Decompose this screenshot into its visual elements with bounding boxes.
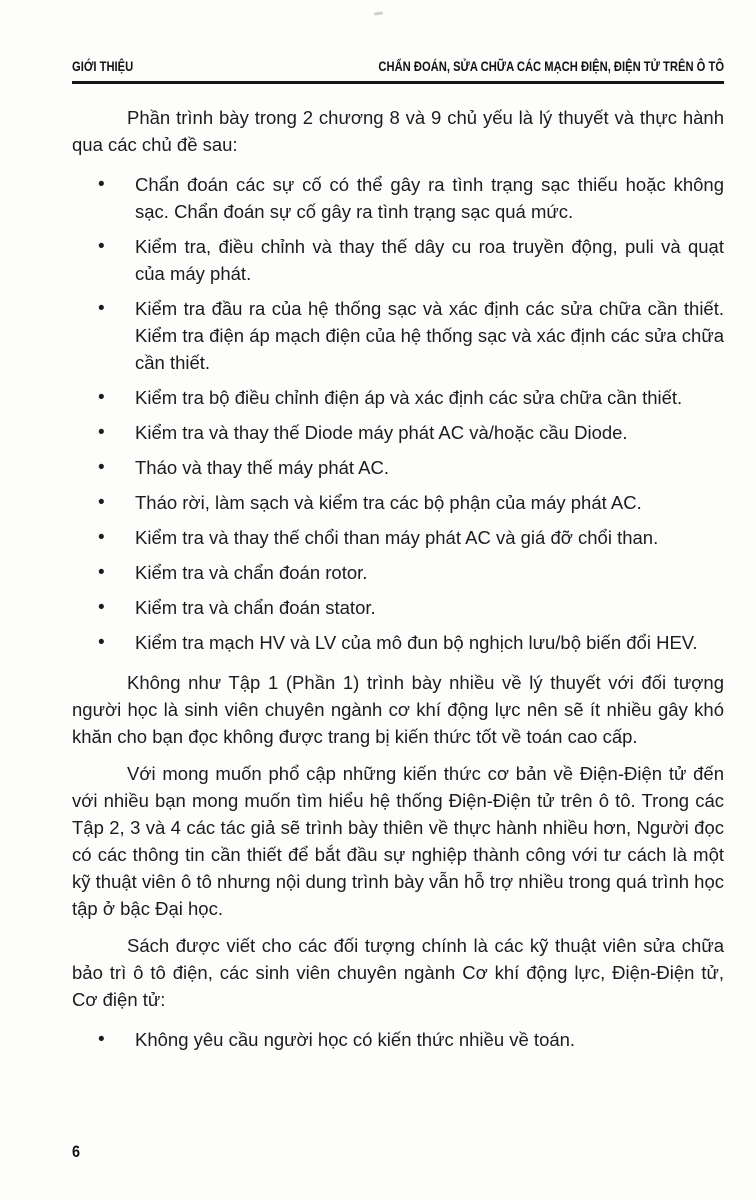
audience-list — [72, 1026, 724, 1053]
list-item — [72, 594, 724, 621]
list-item-text: Kiểm tra, điều chỉnh và thay thế dây cu roa truyền động, puli và quạt của máy phát. — [135, 236, 724, 284]
list-item-text: Kiểm tra và chẩn đoán rotor. — [135, 562, 368, 583]
bullet-icon: • — [98, 632, 105, 653]
list-item — [72, 384, 724, 411]
list-item-text: Không yêu cầu người học có kiến thức nhiều về toán. — [135, 1029, 576, 1050]
bullet-icon: • — [98, 597, 105, 618]
bullet-icon: • — [98, 174, 105, 195]
bullet-icon: • — [98, 387, 105, 408]
bullet-icon: • — [98, 298, 105, 319]
intro-paragraph: Phần trình bày trong 2 chương 8 và 9 chủ yếu là lý thuyết và thực hành qua các chủ đề sau: — [72, 107, 724, 155]
body-paragraph: Với mong muốn phổ cập những kiến thức cơ bản về Điện-Điện tử đến với nhiều bạn mong muốn tìm hiểu hệ thống Điện-Điện tử trên ô tô. Trong các Tập 2, 3 và 4 các tác giả sẽ trình bày thiên về thực hành nhiều hơn, Người đọc có các thông tin cần thiết để bắt đầu sự nghiệp thành công với tư cách là một kỹ thuật viên ô tô nhưng nội dung trình bày vẫn hỗ trợ nhiều trong quá trình học tập ở bậc Đại học. — [72, 763, 724, 919]
list-item-text: Kiểm tra bộ điều chỉnh điện áp và xác định các sửa chữa cần thiết. — [135, 387, 683, 408]
running-header-book-title: CHẨN ĐOÁN, SỬA CHỮA CÁC MẠCH ĐIỆN, ĐIỆN TỬ TRÊN Ô TÔ — [378, 58, 724, 74]
list-item — [72, 419, 724, 446]
list-item-text: Tháo và thay thế máy phát AC. — [135, 457, 390, 478]
list-item-text: Kiểm tra và chẩn đoán stator. — [135, 597, 376, 618]
running-header-section-title: GIỚI THIỆU — [72, 58, 134, 74]
list-item — [72, 233, 724, 287]
list-item-text: Kiểm tra và thay thế chổi than máy phát AC và giá đỡ chổi than. — [135, 527, 659, 548]
bullet-icon: • — [98, 492, 105, 513]
list-item-text: Kiểm tra và thay thế Diode máy phát AC và/hoặc cầu Diode. — [135, 422, 628, 443]
topics-list — [72, 171, 724, 656]
list-item — [72, 629, 724, 656]
bullet-icon: • — [98, 1029, 105, 1050]
list-item — [72, 295, 724, 376]
list-item-text: Chẩn đoán các sự cố có thể gây ra tình trạng sạc thiếu hoặc không sạc. Chẩn đoán sự cố gây ra tình trạng sạc quá mức. — [135, 174, 724, 222]
list-item-text: Tháo rời, làm sạch và kiểm tra các bộ phận của máy phát AC. — [135, 492, 642, 513]
bullet-icon: • — [98, 562, 105, 583]
bullet-icon: • — [98, 236, 105, 257]
body-paragraph: Sách được viết cho các đối tượng chính là các kỹ thuật viên sửa chữa bảo trì ô tô điện, các sinh viên chuyên ngành Cơ khí động lực, Điện-Điện tử, Cơ điện tử: — [72, 935, 724, 1010]
running-header — [72, 58, 724, 84]
list-item — [72, 524, 724, 551]
list-item — [72, 171, 724, 225]
list-item — [72, 1026, 724, 1053]
bullet-icon: • — [98, 527, 105, 548]
list-item — [72, 489, 724, 516]
body-paragraph: Không như Tập 1 (Phần 1) trình bày nhiều về lý thuyết với đối tượng người học là sinh viên chuyên ngành cơ khí động lực nên sẽ ít nhiều gây khó khăn cho bạn đọc không được trang bị kiến thức tốt về toán cao cấp. — [72, 672, 724, 747]
bullet-icon: • — [98, 422, 105, 443]
list-item-text: Kiểm tra mạch HV và LV của mô đun bộ nghịch lưu/bộ biến đổi HEV. — [135, 632, 698, 653]
page-body — [72, 104, 724, 1053]
list-item-text: Kiểm tra đầu ra của hệ thống sạc và xác định các sửa chữa cần thiết. Kiểm tra điện áp mạch điện của hệ thống sạc và xác định các sửa chữa cần thiết. — [135, 298, 724, 373]
page-number: 6 — [72, 1142, 81, 1161]
list-item — [72, 454, 724, 481]
scan-artifact — [374, 11, 383, 15]
bullet-icon: • — [98, 457, 105, 478]
list-item — [72, 559, 724, 586]
